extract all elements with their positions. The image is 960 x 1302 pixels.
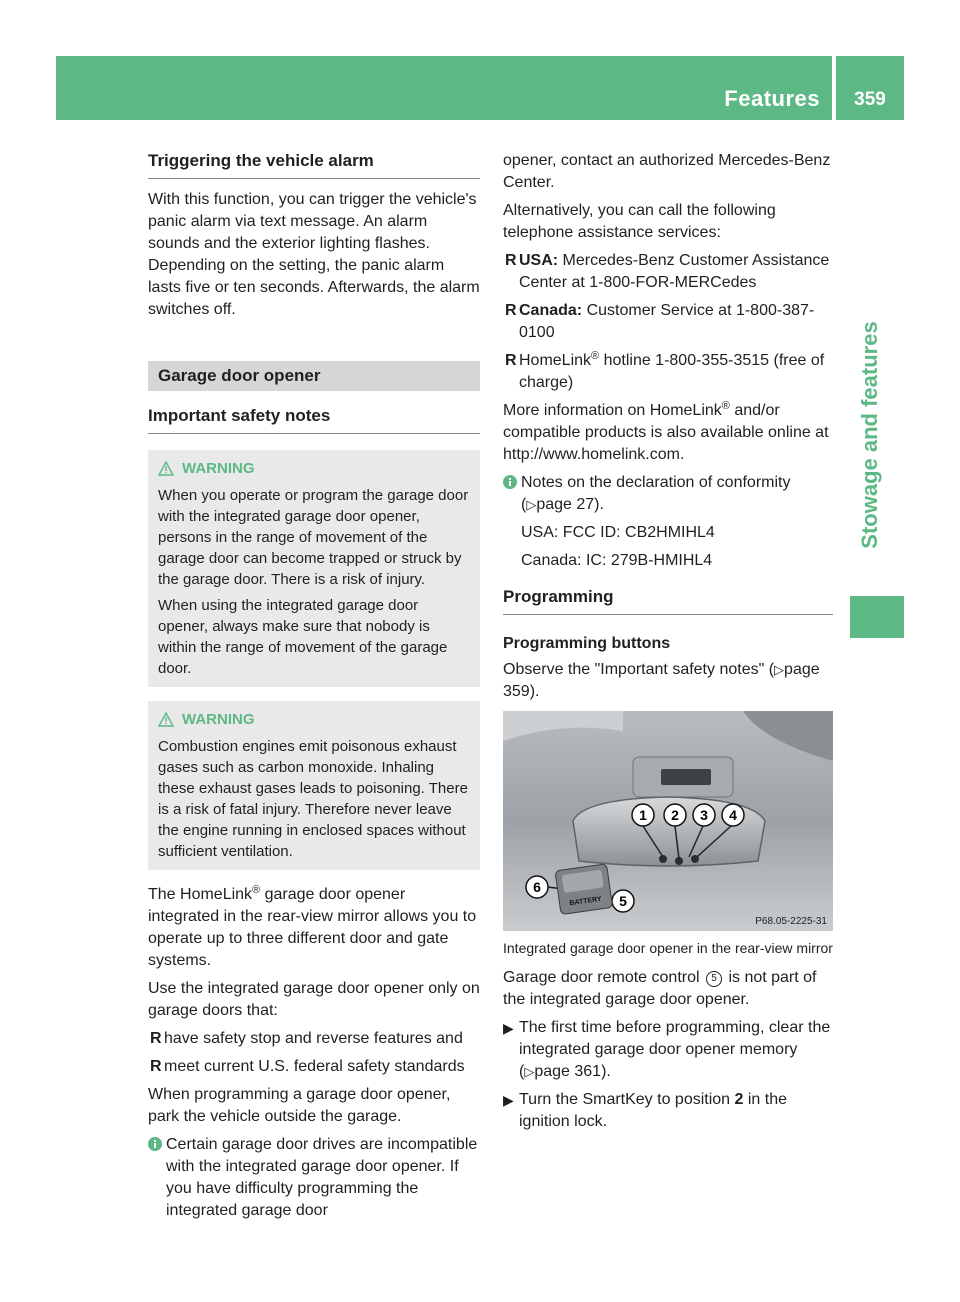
bullet-icon: R xyxy=(505,302,517,319)
hotline-text: HomeLink xyxy=(519,352,592,369)
fcc-usa: USA: FCC ID: CB2HMIHL4 xyxy=(521,524,715,541)
photo-code: P68.05-2225-31 xyxy=(755,916,827,927)
right-column xyxy=(503,150,833,1139)
info-icon xyxy=(148,1137,162,1151)
warning-triangle-icon xyxy=(158,461,174,476)
list-item xyxy=(148,1056,480,1078)
left-column xyxy=(148,150,480,1228)
heading-important-safety-notes: Important safety notes xyxy=(148,405,480,434)
remote-text-cont: is not part of the integrated garage door opener. xyxy=(503,969,817,1008)
page-ref-link[interactable]: page 361). xyxy=(534,1063,611,1080)
list-item-canada xyxy=(503,300,833,344)
warning-text: When you operate or program the garage door with the integrated garage door opener, persons in the range of movement of the garage door can become trapped or struck by the garage door. There is a risk of injury. xyxy=(158,487,469,588)
usa-text: Mercedes-Benz Customer Assistance Center at 1-800-FOR-MERCedes xyxy=(519,252,830,291)
page-ref-arrow-icon: ▷ xyxy=(774,662,785,677)
observe-text: Observe the "Important safety notes" ( xyxy=(503,661,775,678)
warning-box-exhaust xyxy=(148,701,480,870)
more-info-text-cont: and/or compatible products is also available online at http://www.homelink.com. xyxy=(503,402,829,463)
section-band-garage-door-opener: Garage door opener xyxy=(148,361,480,391)
step-text: Turn the SmartKey to position xyxy=(519,1091,735,1108)
canada-label: Canada: xyxy=(519,302,583,319)
remote-control xyxy=(555,864,613,915)
info-note-conformity xyxy=(503,472,833,572)
callout-5: 5 xyxy=(619,893,627,909)
observe-paragraph xyxy=(503,659,833,703)
side-tab-label: Stowage and features xyxy=(857,321,882,549)
page-ref-arrow-icon: ▷ xyxy=(526,497,537,512)
step-arrow-icon: ▶ xyxy=(503,1020,514,1036)
step-item xyxy=(503,1017,833,1083)
registered-mark: ® xyxy=(591,350,600,362)
callout-3: 3 xyxy=(700,807,708,823)
heading-triggering-alarm: Triggering the vehicle alarm xyxy=(148,150,480,179)
list-item xyxy=(148,1028,480,1050)
warning-text: Combustion engines emit poisonous exhaust gases such as carbon monoxide. Inhaling these exhaust gases leads to poisoning. There is a risk of fatal injury. Therefore never leave the engine running in enclosed spaces without sufficient ventilation. xyxy=(158,738,468,860)
bullet-icon: R xyxy=(505,252,517,269)
conformity-text xyxy=(521,472,833,516)
usa-label: USA: xyxy=(519,252,559,269)
page-ref-link[interactable]: page 27). xyxy=(536,496,604,513)
continued-paragraph: opener, contact an authorized Mercedes-Benz Center. xyxy=(503,152,831,191)
list-item-text: meet current U.S. federal safety standards xyxy=(164,1058,465,1075)
bullet-icon: R xyxy=(150,1058,162,1075)
heading-programming: Programming xyxy=(503,586,833,615)
conformity-text-a: Notes on the declaration of conformity ( xyxy=(521,474,791,513)
use-only-paragraph: Use the integrated garage door opener only on garage doors that: xyxy=(148,980,480,1019)
callout-6: 6 xyxy=(533,879,541,895)
warning-label: WARNING xyxy=(182,711,255,728)
info-note-incompatible xyxy=(148,1134,480,1222)
bullet-icon: R xyxy=(505,352,517,369)
more-info-text: More information on HomeLink xyxy=(503,402,722,419)
info-text: Certain garage door drives are incompatible with the integrated garage door opener. If you have difficulty programming the integrated garage door xyxy=(166,1136,478,1219)
warning-label: WARNING xyxy=(182,460,255,477)
callout-ref: 5 xyxy=(706,971,722,987)
mirror-photo xyxy=(503,711,833,931)
alternatively-paragraph: Alternatively, you can call the following telephone assistance services: xyxy=(503,202,776,241)
canada-text: Customer Service at 1-800-387-0100 xyxy=(519,302,815,341)
callout-2: 2 xyxy=(671,807,679,823)
page-number: 359 xyxy=(854,89,886,110)
list-item-text: have safety stop and reverse features and xyxy=(164,1030,463,1047)
step-text: The first time before programming, clear the integrated garage door opener memory ( xyxy=(519,1019,831,1080)
warning-text: When using the integrated garage door opener, always make sure that nobody is within the range of movement of the garage door. xyxy=(158,597,448,677)
callout-1: 1 xyxy=(639,807,647,823)
remote-paragraph xyxy=(503,967,833,1011)
warning-header xyxy=(158,458,472,479)
warning-header xyxy=(158,709,472,730)
mirror-illustration xyxy=(503,711,833,931)
info-icon xyxy=(503,475,517,489)
fcc-canada: Canada: IC: 279B-HMIHL4 xyxy=(521,552,713,569)
registered-mark: ® xyxy=(252,884,261,896)
side-tab xyxy=(836,290,904,580)
park-paragraph: When programming a garage door opener, park the vehicle outside the garage. xyxy=(148,1086,451,1125)
list-item-homelink-hotline xyxy=(503,350,833,394)
remote-text: Garage door remote control xyxy=(503,969,704,986)
step-arrow-icon: ▶ xyxy=(503,1092,514,1108)
heading-programming-buttons: Programming buttons xyxy=(503,635,671,652)
header-bar xyxy=(56,56,832,120)
warning-triangle-icon xyxy=(158,712,174,727)
key-position: 2 xyxy=(734,1091,744,1108)
registered-mark: ® xyxy=(721,400,730,412)
step-item xyxy=(503,1089,833,1133)
section-title: Features xyxy=(724,86,820,111)
homelink-paragraph xyxy=(148,884,480,972)
bullet-icon: R xyxy=(150,1030,162,1047)
page-ref-arrow-icon: ▷ xyxy=(524,1064,535,1079)
step-text-cont: in the ignition lock. xyxy=(519,1091,788,1130)
remote-label: BATTERY xyxy=(569,895,603,908)
photo-caption: Integrated garage door opener in the rear-view mirror xyxy=(503,940,833,956)
homelink-text: The HomeLink xyxy=(148,886,253,903)
callout-4: 4 xyxy=(729,807,737,823)
more-info-paragraph xyxy=(503,400,833,466)
page-ref-link[interactable]: page 359). xyxy=(503,661,820,700)
warning-box-injury xyxy=(148,450,480,687)
homelink-text-cont: garage door opener integrated in the rear-view mirror allows you to operate up to three different door and gate systems. xyxy=(148,886,477,969)
list-item-usa xyxy=(503,250,833,294)
side-marker xyxy=(850,596,904,638)
hotline-text-cont: hotline 1-800-355-3515 (free of charge) xyxy=(519,352,825,391)
trigger-paragraph: With this function, you can trigger the vehicle's panic alarm via text message. An alarm sounds and the exterior lighting flashes. Depending on the setting, the panic alarm lasts five or ten seconds. Afterwards, the alarm switches off. xyxy=(148,191,480,318)
